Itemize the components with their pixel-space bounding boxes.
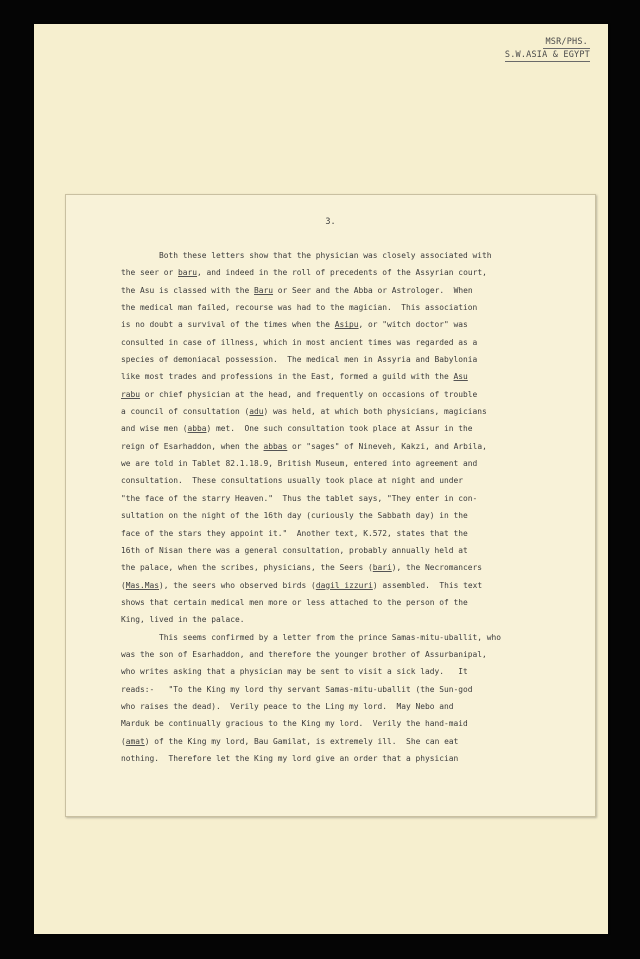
text-line: like most trades and professions in the East, formed a guild with the Asu — [121, 372, 468, 382]
underlined-term: adu — [249, 407, 264, 417]
text-line: Marduk be continually gracious to the King my lord. Verily the hand-maid — [121, 719, 468, 729]
text-line: reign of Esarhaddon, when the abbas or "sages" of Nineveh, Kakzi, and Arbila, — [121, 441, 487, 451]
underlined-term: amat — [125, 736, 145, 746]
text-line: rabu or chief physician at the head, and frequently on occasions of trouble — [121, 389, 478, 399]
text-line: consultation. These consultations usually took place at night and under — [121, 476, 464, 486]
backing-sheet — [34, 24, 608, 934]
body-text — [121, 247, 541, 767]
underlined-term: abbas — [263, 441, 288, 451]
text-line: the seer or baru, and indeed in the roll of precedents of the Assyrian court, — [121, 268, 487, 278]
text-line: consulted in case of illness, which in most ancient times was regarded as a — [121, 337, 478, 347]
text-line: King, lived in the palace. — [121, 615, 245, 625]
text-line: nothing. Therefore let the King my lord give an order that a physician — [121, 753, 459, 763]
text-line: the palace, when the scribes, physicians, the Seers (bari), the Necromancers — [121, 563, 483, 573]
text-line: a council of consultation (adu) was held, at which both physicians, magicians — [121, 407, 487, 417]
underlined-term: baru — [178, 268, 198, 278]
underlined-term: bari — [372, 563, 392, 573]
page-number: 3. — [325, 217, 336, 227]
text-line: was the son of Esarhaddon, and therefore the younger brother of Assurbanipal, — [121, 649, 487, 659]
underlined-term: rabu — [121, 389, 141, 399]
text-line: face of the stars they appoint it." Another text, K.572, states that the — [121, 528, 468, 538]
underlined-term: dagil izzuri — [315, 580, 373, 590]
text-line: who writes asking that a physician may be sent to visit a sick lady. It — [121, 667, 468, 677]
text-line: 16th of Nisan there was a general consultation, probably annually held at — [121, 545, 468, 555]
underlined-term: Asu — [453, 372, 468, 382]
text-line: the Asu is classed with the Baru or Seer and the Abba or Astrologer. When — [121, 285, 473, 295]
text-line: sultation on the night of the 16th day (curiously the Sabbath day) in the — [121, 511, 468, 521]
underlined-term: Mas.Mas — [125, 580, 160, 590]
reference-region: S.W.ASIA & EGYPT — [504, 50, 590, 60]
text-line: (Mas.Mas), the seers who observed birds (dagil izzuri) assembled. This text — [121, 580, 483, 590]
text-line: we are told in Tablet 82.1.18.9, British Museum, entered into agreement and — [121, 459, 478, 469]
text-line: and wise men (abba) met. One such consultation took place at Assur in the — [121, 424, 473, 434]
text-line: who raises the dead). Verily peace to the Ling my lord. May Nebo and — [121, 701, 454, 711]
text-line: This seems confirmed by a letter from the prince Samas-mitu-uballit, who — [121, 632, 502, 642]
text-line: species of demoniacal possession. The medical men in Assyria and Babylonia — [121, 355, 478, 365]
reference-code: MSR/PHS. — [545, 37, 588, 47]
underlined-term: abba — [187, 424, 207, 434]
text-line: shows that certain medical men more or less attached to the person of the — [121, 597, 468, 607]
text-line: is no doubt a survival of the times when the Asipu, or "witch doctor" was — [121, 320, 468, 330]
text-line: reads:- "To the King my lord thy servant Samas-mitu-uballit (the Sun-god — [121, 684, 473, 694]
text-line: (amat) of the King my lord, Bau Gamilat, is extremely ill. She can eat — [121, 736, 459, 746]
underlined-term: Asipu — [334, 320, 359, 330]
text-line: the medical man failed, recourse was had to the magician. This association — [121, 303, 478, 313]
underlined-term: Baru — [254, 285, 274, 295]
text-line: "the face of the starry Heaven." Thus the tablet says, "They enter in con- — [121, 493, 478, 503]
reference-stamp — [505, 36, 590, 62]
pasted-page — [65, 194, 596, 817]
text-line: Both these letters show that the physician was closely associated with — [121, 251, 492, 260]
